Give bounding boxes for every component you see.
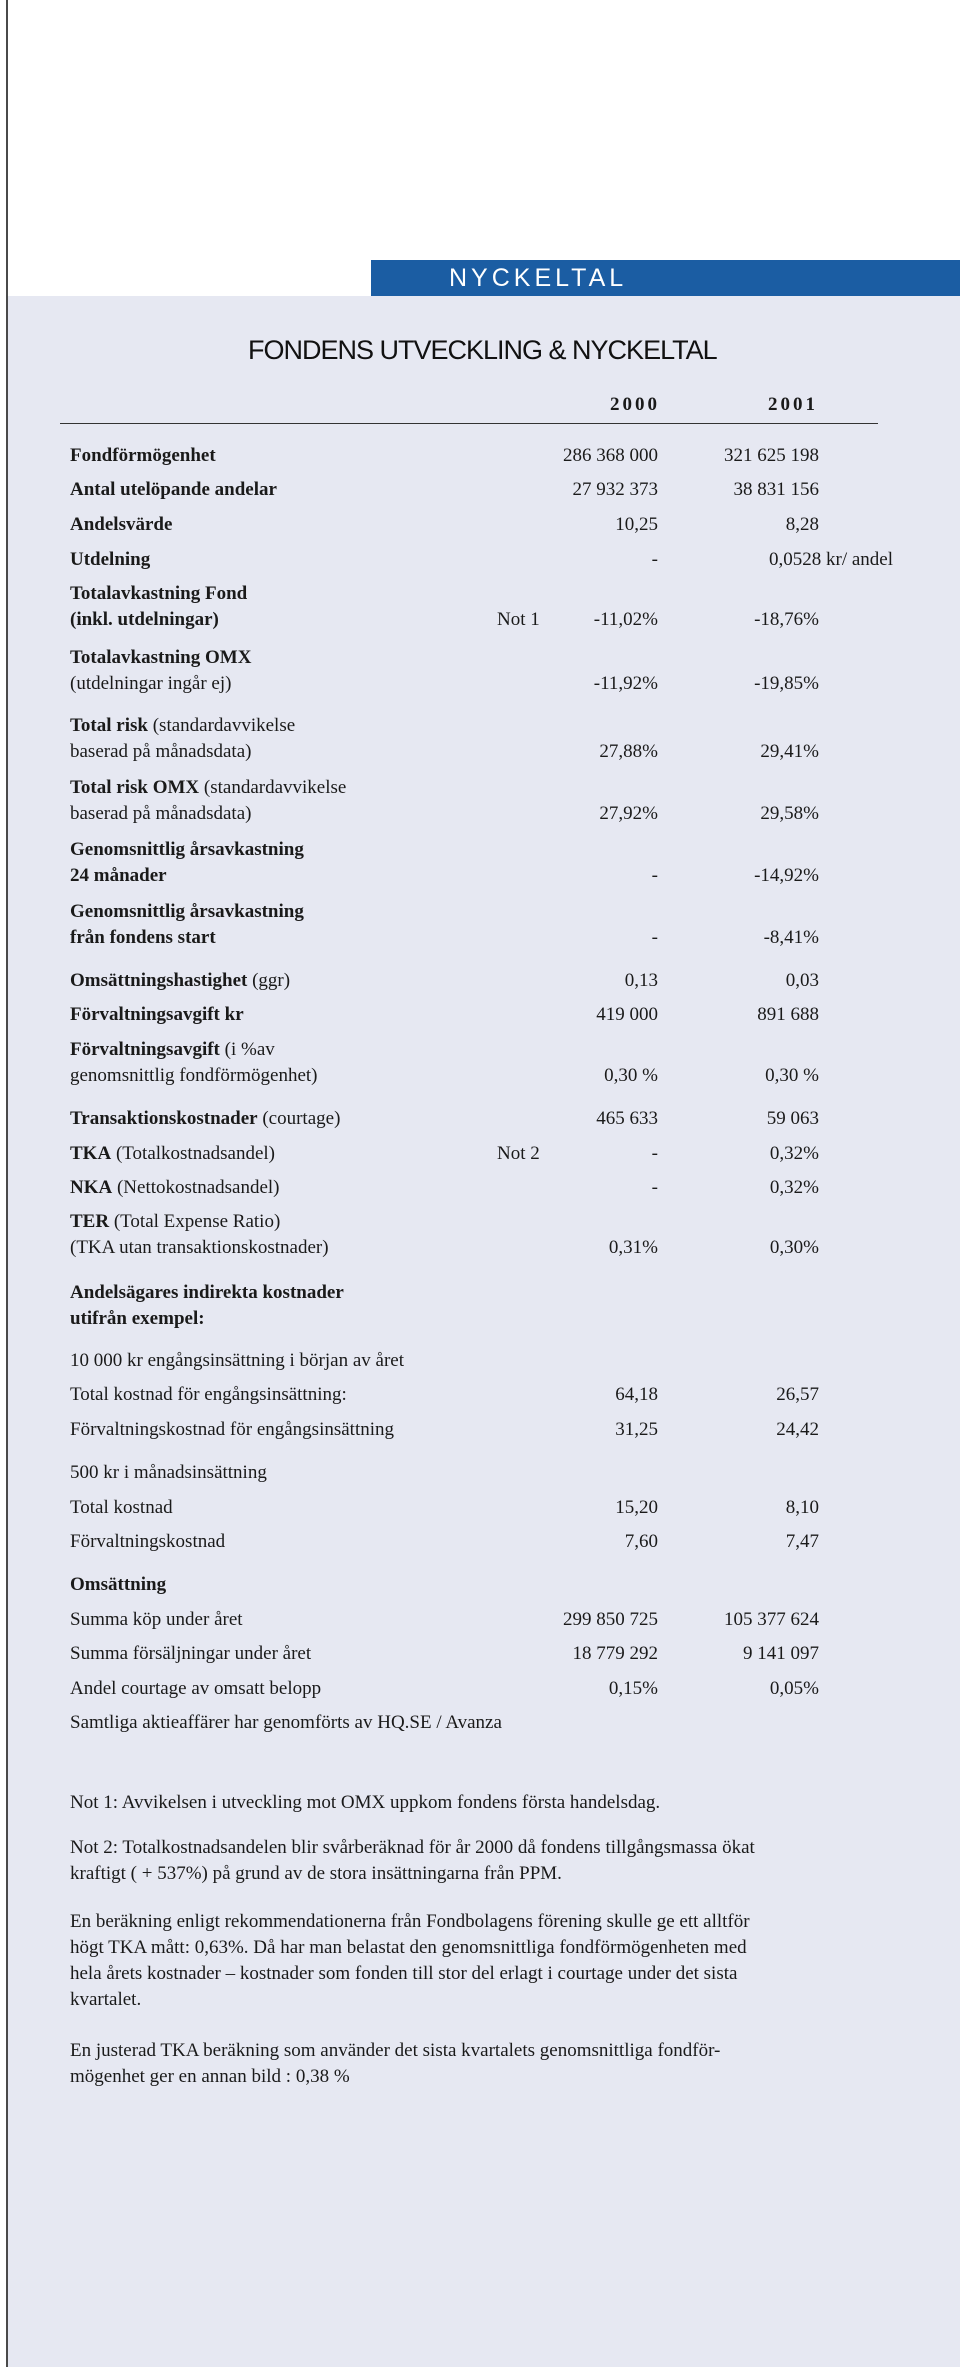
- value-2001: 0,0528 kr/ andel: [769, 549, 894, 570]
- footnote-line: Not 1: Avvikelsen i utveckling mot OMX uppkom fondens första handelsdag.: [70, 1792, 661, 1813]
- row-label-text: 500 kr i månadsinsättning: [70, 1462, 267, 1483]
- row-label-bold: Antal utelöpande andelar: [70, 479, 277, 500]
- row-label: [70, 863, 167, 889]
- table-row: [0, 1382, 960, 1408]
- value-2000: 7,60: [624, 1531, 658, 1552]
- value-2000: 64,18: [615, 1384, 658, 1405]
- row-label: [70, 477, 277, 503]
- row-label: [70, 1382, 347, 1408]
- row-label-text: Förvaltningskostnad för engångsinsättning: [70, 1419, 395, 1440]
- row-label: [70, 713, 295, 739]
- value-2000: -11,92%: [593, 673, 658, 694]
- row-label: [70, 739, 251, 765]
- table-row: [0, 1417, 960, 1443]
- row-label: [70, 1460, 267, 1486]
- row-label-bold: Total risk OMX: [70, 777, 200, 798]
- row-label-bold: Omsättning: [70, 1574, 167, 1595]
- row-label: [70, 1529, 225, 1555]
- table-row: [0, 1002, 960, 1028]
- value-2001: 7,47: [785, 1531, 819, 1552]
- row-label: [70, 1141, 275, 1167]
- value-2000: -: [651, 927, 658, 948]
- footnote-line: kraftigt ( + 537%) på grund av de stora insättningarna från PPM.: [70, 1863, 562, 1884]
- value-2001: 8,28: [785, 514, 819, 535]
- row-label-text: Total kostnad för engångsinsättning:: [70, 1384, 347, 1405]
- table-row: [0, 1529, 960, 1555]
- footnote-paragraph: [70, 2038, 920, 2090]
- footnote-line: En beräkning enligt rekommendationerna från Fondbolagens förening skulle ge ett alltför: [70, 1911, 750, 1932]
- value-2000: 286 368 000: [563, 445, 658, 466]
- table-row: [0, 1209, 960, 1261]
- value-2000: 27,88%: [599, 741, 658, 762]
- row-label: [70, 801, 251, 827]
- row-label-bold: Förvaltningsavgift: [70, 1039, 220, 1060]
- table-row: [0, 1280, 960, 1332]
- table-row: [0, 1676, 960, 1702]
- note-reference: Not 1: [497, 609, 540, 630]
- table-row: [0, 645, 960, 697]
- value-2001: 0,30 %: [765, 1065, 819, 1086]
- row-label: [70, 581, 247, 607]
- value-2001: 321 625 198: [724, 445, 819, 466]
- table-row: [0, 1710, 960, 1736]
- row-label: [70, 899, 304, 925]
- row-label-text: (standardavvikelse: [199, 777, 347, 798]
- row-label: [70, 512, 172, 538]
- row-label-bold: (inkl. utdelningar): [70, 609, 219, 630]
- row-label: [70, 1607, 243, 1633]
- value-2000: -: [651, 1177, 658, 1198]
- row-label: [70, 443, 216, 469]
- value-2001: 29,58%: [760, 803, 819, 824]
- table-row: [0, 1141, 960, 1167]
- row-label-bold: Förvaltningsavgift kr: [70, 1004, 244, 1025]
- row-label-bold: Totalavkastning Fond: [70, 583, 248, 604]
- row-label-text: (Totalkostnadsandel): [111, 1143, 276, 1164]
- value-2001: 38 831 156: [733, 479, 819, 500]
- value-2001: -19,85%: [754, 673, 819, 694]
- row-label: [70, 968, 290, 994]
- footnote-paragraph: [70, 1790, 920, 1816]
- row-label-bold: Genomsnittlig årsavkastning: [70, 839, 304, 860]
- value-2000: 0,13: [624, 970, 658, 991]
- row-label: [70, 1306, 205, 1332]
- row-label-text: (courtage): [257, 1108, 341, 1129]
- table-row: [0, 1175, 960, 1201]
- row-label-text: (ggr): [247, 970, 291, 991]
- row-label: [70, 671, 231, 697]
- value-2001: 9 141 097: [743, 1643, 819, 1664]
- value-2000: 10,25: [615, 514, 658, 535]
- row-label-bold: Transaktionskostnader: [70, 1108, 258, 1129]
- row-label-bold: Andelsägares indirekta kostnader: [70, 1282, 344, 1303]
- row-label-bold: Genomsnittlig årsavkastning: [70, 901, 304, 922]
- year-header-2000: 2000: [610, 394, 660, 415]
- row-label-text: (standardavvikelse: [147, 715, 296, 736]
- row-label-bold: Total risk: [70, 715, 148, 736]
- value-2001: 59 063: [766, 1108, 819, 1129]
- footnote-line: Not 2: Totalkostnadsandelen blir svårberäknad för år 2000 då fondens tillgångsmassa ökat: [70, 1837, 755, 1858]
- table-row: [0, 547, 960, 573]
- row-label: [70, 1106, 340, 1132]
- page-title: FONDENS UTVECKLING & NYCKELTAL: [248, 335, 717, 365]
- value-2001: 0,32%: [769, 1177, 819, 1198]
- note-reference: Not 2: [497, 1143, 540, 1164]
- row-label-text: baserad på månadsdata): [70, 803, 252, 824]
- row-label-text: (TKA utan transaktionskostnader): [70, 1237, 329, 1258]
- table-row: [0, 1495, 960, 1521]
- table-row: [0, 775, 960, 827]
- row-label: [70, 645, 251, 671]
- value-2001: 0,05%: [769, 1678, 819, 1699]
- row-label-text: Summa köp under året: [70, 1609, 243, 1630]
- row-label: [70, 1175, 280, 1201]
- row-label-text: Förvaltningskostnad: [70, 1531, 226, 1552]
- row-label: [70, 607, 219, 633]
- row-label-text: Summa försäljningar under året: [70, 1643, 312, 1664]
- table-row: [0, 899, 960, 951]
- value-2001: 8,10: [785, 1497, 819, 1518]
- footnote-line: mögenhet ger en annan bild : 0,38 %: [70, 2066, 350, 2087]
- value-2000: -11,02%: [593, 609, 658, 630]
- table-row: [0, 968, 960, 994]
- row-label-bold: Fondförmögenhet: [70, 445, 216, 466]
- row-label: [70, 1037, 275, 1063]
- row-label-text: (utdelningar ingår ej): [70, 673, 232, 694]
- value-2000: 419 000: [596, 1004, 658, 1025]
- table-row: [0, 713, 960, 765]
- row-label-bold: TKA: [70, 1143, 112, 1164]
- value-2000: -: [651, 865, 658, 886]
- value-2000: 27,92%: [599, 803, 658, 824]
- row-label-bold: Totalavkastning OMX: [70, 647, 252, 668]
- row-label: [70, 1495, 173, 1521]
- value-2001: 891 688: [757, 1004, 819, 1025]
- value-2000: 31,25: [615, 1419, 658, 1440]
- row-label: [70, 775, 346, 801]
- table-row: [0, 477, 960, 503]
- row-label-text: (i %av: [219, 1039, 275, 1060]
- row-label-bold: Omsättningshastighet: [70, 970, 248, 991]
- row-label-bold: NKA: [70, 1177, 113, 1198]
- value-2001: 24,42: [776, 1419, 819, 1440]
- table-row: [0, 837, 960, 889]
- row-label-bold: 24 månader: [70, 865, 167, 886]
- row-label-bold: utifrån exempel:: [70, 1308, 205, 1329]
- value-2001: 0,32%: [769, 1143, 819, 1164]
- table-row: [0, 1348, 960, 1374]
- row-label: [70, 837, 304, 863]
- row-label-text: 10 000 kr engångsinsättning i början av året: [70, 1350, 405, 1371]
- value-2001: 29,41%: [760, 741, 819, 762]
- row-label-bold: TER: [70, 1211, 110, 1232]
- row-label-bold: Utdelning: [70, 549, 151, 570]
- row-label: [70, 1572, 166, 1598]
- row-label-text: (Total Expense Ratio): [109, 1211, 281, 1232]
- row-label: [70, 1063, 317, 1089]
- value-2001: 0,03: [785, 970, 819, 991]
- value-2000: 0,30 %: [604, 1065, 658, 1086]
- footnote-paragraph: [70, 1835, 920, 1887]
- row-label-text: (Nettokostnadsandel): [112, 1177, 280, 1198]
- table-row: [0, 1460, 960, 1486]
- value-2001: -8,41%: [763, 927, 819, 948]
- value-2001: -14,92%: [754, 865, 819, 886]
- table-row: [0, 581, 960, 633]
- table-row: [0, 1037, 960, 1089]
- row-label: [70, 1348, 404, 1374]
- table-row: [0, 1607, 960, 1633]
- value-2001: 105 377 624: [724, 1609, 819, 1630]
- value-2001: 0,30%: [769, 1237, 819, 1258]
- table-row: [0, 1106, 960, 1132]
- value-2000: 18 779 292: [572, 1643, 658, 1664]
- value-2000: 465 633: [596, 1108, 658, 1129]
- row-label: [70, 1676, 321, 1702]
- value-2000: 27 932 373: [572, 479, 658, 500]
- value-2001: 26,57: [776, 1384, 819, 1405]
- row-label-bold: från fondens start: [70, 927, 216, 948]
- row-label-text: Samtliga aktieaffärer har genomförts av HQ.SE / Avanza: [70, 1712, 502, 1733]
- value-2000: 299 850 725: [563, 1609, 658, 1630]
- value-2001: -18,76%: [754, 609, 819, 630]
- section-banner: NYCKELTAL: [371, 260, 960, 296]
- row-label: [70, 1209, 280, 1235]
- value-2000: 0,15%: [608, 1678, 658, 1699]
- row-label: [70, 1710, 502, 1736]
- row-label-text: Total kostnad: [70, 1497, 173, 1518]
- value-2000: -: [651, 549, 658, 570]
- row-label: [70, 547, 150, 573]
- value-2000: 15,20: [615, 1497, 658, 1518]
- row-label-bold: Andelsvärde: [70, 514, 173, 535]
- row-label: [70, 1641, 311, 1667]
- footnote-line: En justerad TKA beräkning som använder det sista kvartalets genomsnittliga fondför-: [70, 2040, 721, 2061]
- row-label: [70, 1235, 329, 1261]
- header-divider: [60, 423, 878, 424]
- row-label: [70, 1280, 344, 1306]
- row-label-text: genomsnittlig fondförmögenhet): [70, 1065, 318, 1086]
- row-label-text: Andel courtage av omsatt belopp: [70, 1678, 322, 1699]
- row-label-text: baserad på månadsdata): [70, 741, 252, 762]
- row-label: [70, 1002, 244, 1028]
- row-label: [70, 925, 216, 951]
- row-label: [70, 1417, 394, 1443]
- footnote-line: hela årets kostnader – kostnader som fonden till stor del erlagt i courtage under det sista: [70, 1963, 738, 1984]
- table-row: [0, 443, 960, 469]
- table-row: [0, 1572, 960, 1598]
- footnote-paragraph: [70, 1909, 920, 2013]
- table-row: [0, 1641, 960, 1667]
- value-2000: -: [651, 1143, 658, 1164]
- year-header-2001: 2001: [768, 394, 818, 415]
- value-2000: 0,31%: [608, 1237, 658, 1258]
- footnote-line: högt TKA mått: 0,63%. Då har man belastat den genomsnittliga fondförmögenheten med: [70, 1937, 747, 1958]
- footnote-line: kvartalet.: [70, 1989, 142, 2010]
- table-row: [0, 512, 960, 538]
